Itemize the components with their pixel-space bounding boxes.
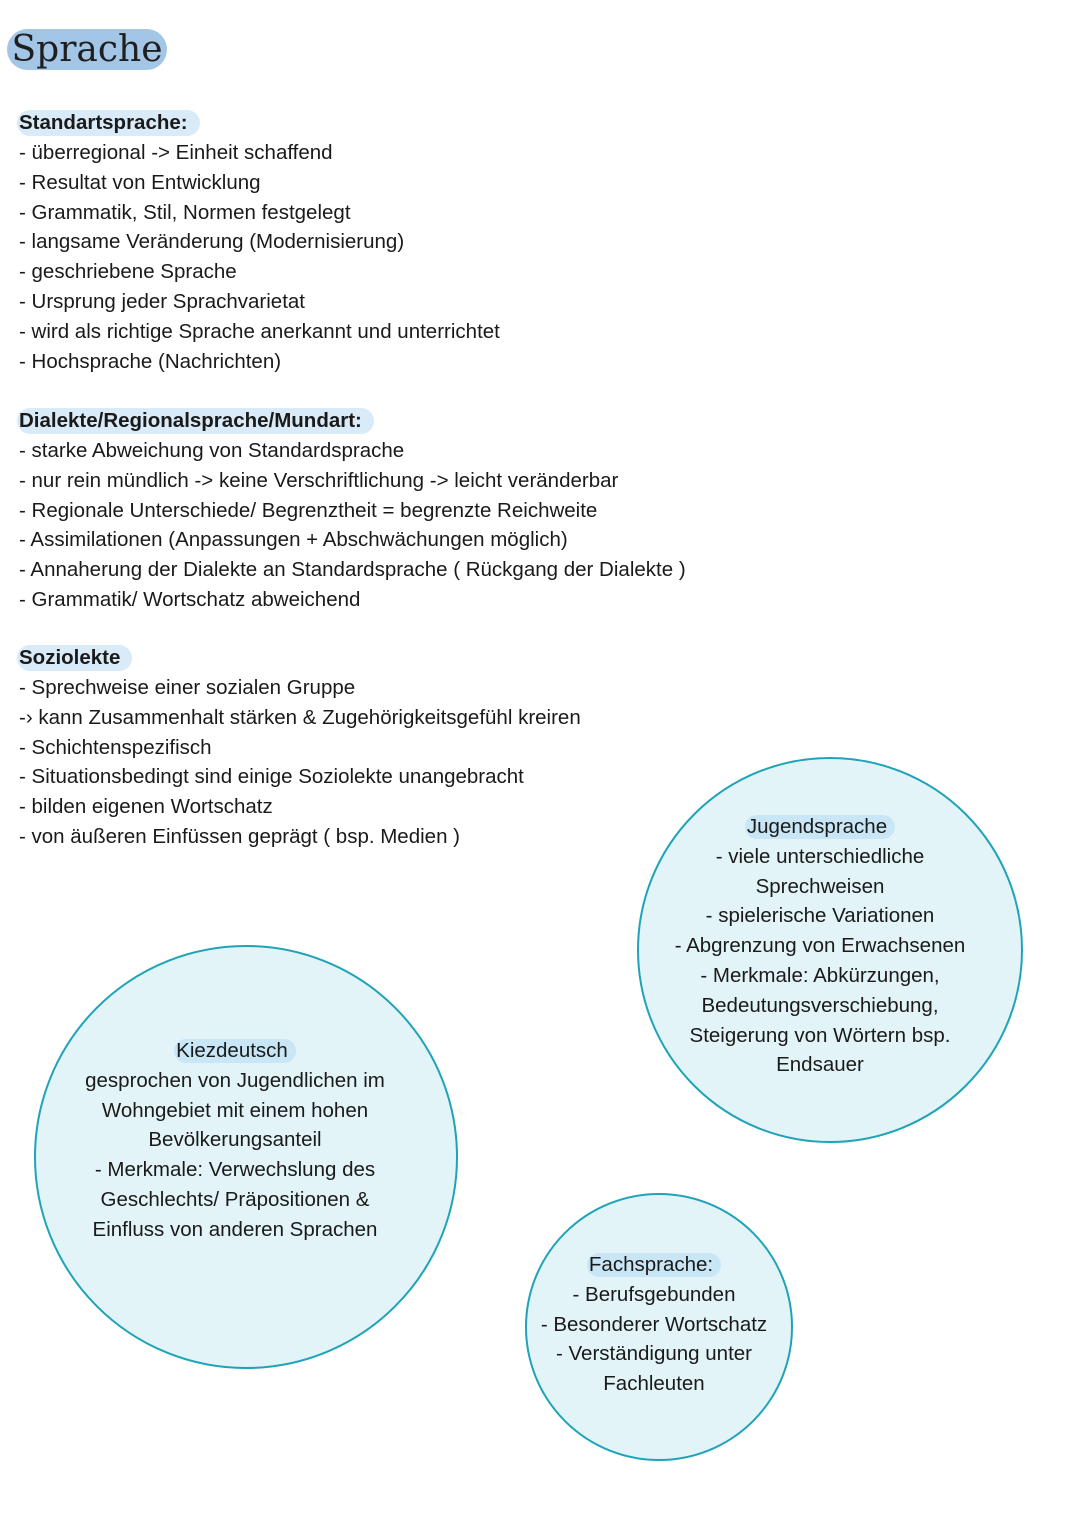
circle-line: Fachleuten (603, 1372, 705, 1396)
list-item: - Regionale Unterschiede/ Begrenztheit = begrenzte Reichweite (19, 498, 598, 522)
circle-line: - Besonderer Wortschatz (540, 1312, 768, 1336)
list-item: - nur rein mündlich -> keine Verschriftlichung -> leicht veränderbar (19, 468, 619, 492)
circle-line: Einfluss von anderen Sprachen (92, 1217, 378, 1241)
list-item: - langsame Veränderung (Modernisierung) (19, 230, 405, 254)
circle-line: Geschlechts/ Präpositionen & (100, 1187, 370, 1211)
section-list (19, 436, 686, 615)
list-item: - starke Abweichung von Standardsprache (19, 439, 405, 462)
section-heading-text: Dialekte/Regionalsprache/Mundart: (19, 409, 362, 432)
circle-line: Endsauer (776, 1053, 864, 1077)
circle-fachsprache-text (520, 1250, 788, 1399)
list-item: - Grammatik/ Wortschatz abweichend (19, 587, 361, 611)
list-item: - geschriebene Sprache (19, 260, 237, 284)
section-dialekte (19, 408, 686, 615)
circle-line: - Merkmale: Verwechslung des (94, 1158, 376, 1182)
list-item: - Grammatik, Stil, Normen festgelegt (19, 200, 351, 224)
list-item: - Assimilationen (Anpassungen + Abschwächungen möglich) (19, 528, 568, 552)
section-soziolekte (19, 645, 581, 852)
circle-line: - Merkmale: Abkürzungen, (700, 963, 940, 987)
section-list (19, 673, 581, 852)
list-item: - Annaherung der Dialekte an Standardsprache ( Rückgang der Dialekte ) (19, 558, 686, 582)
list-item: - Situationsbedingt sind einige Soziolekte unangebracht (19, 765, 524, 789)
circle-kiezdeutsch-text (50, 1036, 420, 1245)
list-item: - wird als richtige Sprache anerkannt und unterrichtet (19, 319, 500, 343)
circle-heading: Kiezdeutsch (174, 1039, 296, 1063)
list-item: - Sprechweise einer sozialen Gruppe (19, 676, 356, 699)
circle-line: Sprechweisen (755, 874, 885, 898)
section-heading (17, 110, 200, 136)
list-item: - überregional -> Einheit schaffend (19, 141, 333, 164)
section-heading (17, 645, 132, 671)
list-item: - von äußeren Einfüssen geprägt ( bsp. Medien ) (19, 824, 460, 848)
list-item: - Resultat von Entwicklung (19, 170, 261, 194)
list-item: - Schichtenspezifisch (19, 735, 212, 759)
circle-line: Wohngebiet mit einem hohen (101, 1098, 369, 1122)
list-item: -› kann Zusammenhalt stärken & Zugehörigkeitsgefühl kreiren (19, 705, 581, 729)
list-item: - bilden eigenen Wortschatz (19, 795, 273, 819)
circle-heading: Fachsprache: (587, 1253, 721, 1277)
circle-line: - spielerische Variationen (705, 904, 935, 928)
circle-line: - Abgrenzung von Erwachsenen (674, 934, 966, 958)
circle-line: Bedeutungsverschiebung, (701, 993, 939, 1017)
circle-heading: Jugendsprache (745, 815, 895, 839)
circle-line: - Verständigung unter (555, 1342, 753, 1366)
circle-line: gesprochen von Jugendlichen im (85, 1068, 385, 1092)
section-heading-text: Standartsprache: (19, 111, 188, 134)
page-title: Sprache (7, 29, 167, 70)
list-item: - Ursprung jeder Sprachvarietat (19, 289, 305, 313)
circle-jugendsprache-text (640, 812, 1000, 1080)
section-standartsprache (19, 110, 500, 376)
section-list (19, 138, 500, 376)
section-heading-text: Soziolekte (19, 646, 121, 669)
circle-line: - viele unterschiedliche (715, 844, 925, 868)
list-item: - Hochsprache (Nachrichten) (19, 349, 282, 373)
circle-line: Bevölkerungsanteil (148, 1128, 322, 1152)
circle-line: Steigerung von Wörtern bsp. (689, 1023, 951, 1047)
circle-line: - Berufsgebunden (572, 1282, 736, 1306)
section-heading (17, 408, 374, 434)
